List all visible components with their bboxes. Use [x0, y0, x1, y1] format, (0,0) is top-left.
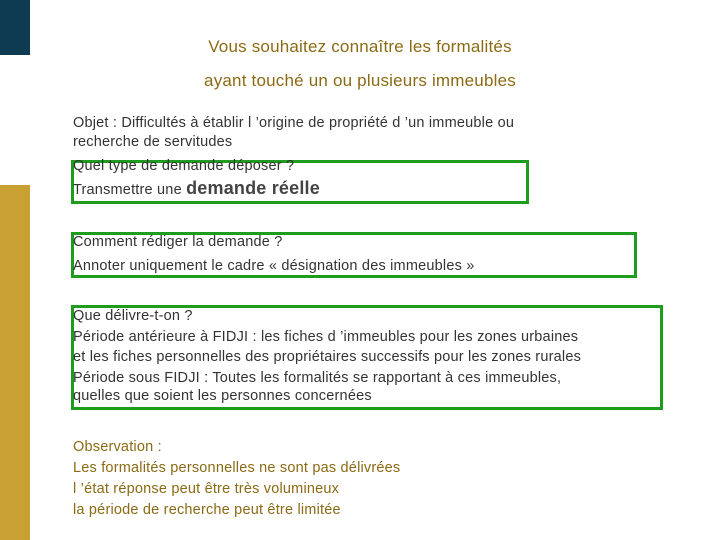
observation-line-2: l ’état réponse peut être très volumineux — [73, 481, 340, 497]
observation-line-3: la période de recherche peut être limitée — [73, 502, 341, 518]
objet-line-1: Objet : Difficultés à établir l ’origine de propriété d ’un immeuble ou — [73, 115, 515, 131]
title-line-1: Vous souhaitez connaître les formalités — [208, 37, 512, 56]
observation-line-1: Les formalités personnelles ne sont pas délivrées — [73, 460, 401, 476]
demand-type-answer-emphasis: demande réelle — [186, 178, 320, 198]
demand-type-question: Quel type de demande déposer ? — [73, 158, 295, 174]
drafting-question: Comment rédiger la demande ? — [73, 234, 283, 250]
drafting-answer: Annoter uniquement le cadre « désignation des immeubles » — [73, 258, 475, 274]
delivery-line-2: et les fiches personnelles des propriétaires successifs pour les zones rurales — [73, 349, 582, 365]
gold-accent-bar — [0, 185, 30, 540]
title-line-2: ayant touché un ou plusieurs immeubles — [204, 71, 516, 90]
observation-heading: Observation : — [73, 439, 162, 455]
delivery-line-3: Période sous FIDJI : Toutes les formalités se rapportant à ces immeubles, — [73, 370, 562, 386]
delivery-question: Que délivre-t-on ? — [73, 308, 193, 324]
objet-line-2: recherche de servitudes — [73, 134, 233, 150]
demand-type-answer — [73, 178, 320, 200]
delivery-line-4: quelles que soient les personnes concernées — [73, 388, 372, 404]
demand-type-answer-prefix: Transmettre une — [73, 182, 187, 198]
delivery-line-1: Période antérieure à FIDJI : les fiches d ’immeubles pour les zones urbaines — [73, 329, 579, 345]
